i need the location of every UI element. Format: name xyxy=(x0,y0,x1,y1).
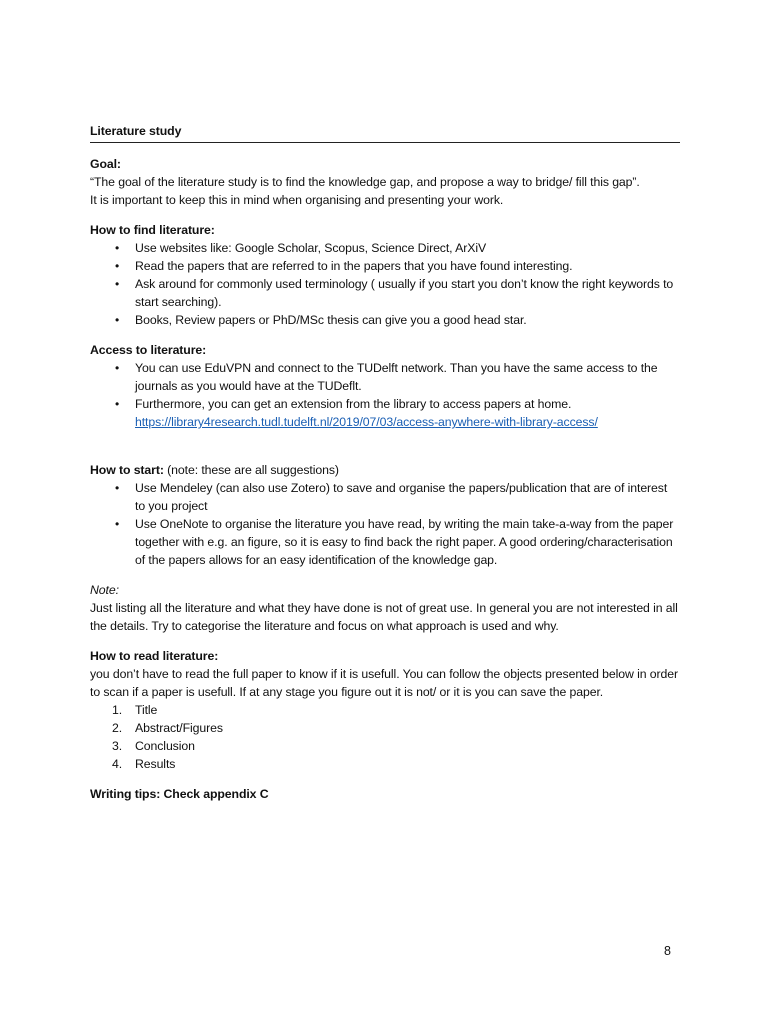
list-item xyxy=(90,755,680,773)
access-heading: Access to literature: xyxy=(90,343,207,357)
item-number: 4. xyxy=(112,757,123,771)
item-number: 2. xyxy=(112,721,123,735)
section-title-bar xyxy=(90,122,680,143)
document-page xyxy=(90,122,680,803)
list-item: • You can use EduVPN and connect to the TUDelft network. Than you have the same access to the journals as you would have at the TUDeflt. xyxy=(90,359,680,395)
goal-note: It is important to keep this in mind when organising and presenting your work. xyxy=(90,193,504,207)
list-item xyxy=(90,737,680,755)
list-item-text: Furthermore, you can get an extension from the library to access papers at home. xyxy=(135,397,572,411)
list-item xyxy=(90,719,680,737)
read-text: you don’t have to read the full paper to know if it is usefull. You can follow the objects presented below in order to scan if a paper is usefull. If at any stage you figure out it is not/ or it is you can save the paper. xyxy=(90,667,679,699)
find-list xyxy=(90,239,680,329)
list-item: • Ask around for commonly used terminology ( usually if you start you don’t know the right keywords to start searching). xyxy=(90,275,680,311)
list-item xyxy=(90,395,680,431)
start-list xyxy=(90,479,680,569)
read-list xyxy=(90,701,680,773)
writing-tips: Writing tips: Check appendix C xyxy=(90,787,269,801)
library-access-link[interactable]: https://library4research.tudl.tudelft.nl/2019/07/03/access-anywhere-with-library-access/ xyxy=(135,415,598,429)
item-number: 1. xyxy=(112,703,123,717)
find-heading: How to find literature: xyxy=(90,223,215,237)
list-item xyxy=(90,701,680,719)
start-subtitle: (note: these are all suggestions) xyxy=(163,463,339,477)
list-item: • Use Mendeley (can also use Zotero) to save and organise the papers/publication that are of interest to you project xyxy=(90,479,680,515)
list-item: • Read the papers that are referred to in the papers that you have found interesting. xyxy=(90,257,680,275)
note-text: Just listing all the literature and what they have done is not of great use. In general you are not interested in all the details. Try to categorise the literature and focus on what approach is used and why. xyxy=(90,601,678,633)
item-label: Conclusion xyxy=(135,739,195,753)
goal-quote: “The goal of the literature study is to find the knowledge gap, and propose a way to bridge/ fill this gap”. xyxy=(90,175,640,189)
start-heading-line xyxy=(90,461,680,479)
item-label: Title xyxy=(135,703,158,717)
read-heading: How to read literature: xyxy=(90,649,219,663)
item-number: 3. xyxy=(112,739,123,753)
list-item: • Use OneNote to organise the literature you have read, by writing the main take-a-way from the paper together with e.g. an figure, so it is easy to find back the right paper. A good ordering/characterisation of the papers allows for an easy identification of the knowledge gap. xyxy=(90,515,680,569)
item-label: Results xyxy=(135,757,176,771)
access-list xyxy=(90,359,680,431)
list-item: • Use websites like: Google Scholar, Scopus, Science Direct, ArXiV xyxy=(90,239,680,257)
list-item: • Books, Review papers or PhD/MSc thesis can give you a good head star. xyxy=(90,311,680,329)
page-number: 8 xyxy=(664,944,671,958)
item-label: Abstract/Figures xyxy=(135,721,223,735)
start-heading: How to start: xyxy=(90,463,164,477)
section-title: Literature study xyxy=(90,124,182,138)
note-label: Note: xyxy=(90,583,119,597)
goal-heading: Goal: xyxy=(90,157,121,171)
